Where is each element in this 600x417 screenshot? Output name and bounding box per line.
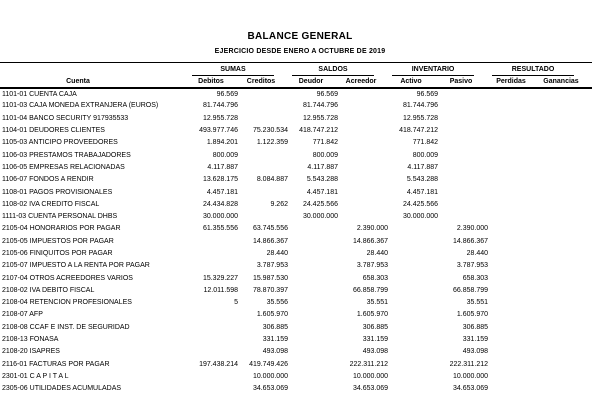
cell-perdidas: [492, 88, 542, 100]
table-row: [0, 186, 592, 198]
table-row: [0, 370, 592, 382]
cell-creditos: 493.098: [262, 348, 288, 356]
table-row: [0, 112, 592, 124]
cell-creditos: 306.885: [262, 323, 288, 331]
cell-acreedor: [342, 149, 392, 161]
cell-deudor: [292, 284, 342, 296]
column-group-sumas: [192, 63, 292, 76]
cell-debitos: 493.977.746: [199, 127, 238, 135]
cell-perdidas: [492, 112, 542, 124]
cell-perdidas: [492, 186, 542, 198]
cell-deudor: [292, 272, 342, 284]
column-header-pasivo: Pasivo: [442, 76, 492, 88]
cell-acreedor: [342, 124, 392, 136]
cell-creditos: 1.605.970: [256, 311, 288, 319]
column-header-deudor: Deudor: [292, 76, 342, 88]
cell-perdidas: [492, 198, 542, 210]
cell-pasivo: 10.000.000: [452, 372, 489, 380]
cell-deudor: [292, 383, 342, 395]
cell-ganancias: [542, 88, 592, 100]
cell-creditos: 34.653.069: [252, 385, 288, 393]
cell-cuenta: 2105-07 IMPUESTO A LA RENTA POR PAGAR: [2, 262, 150, 270]
cell-perdidas: [492, 124, 542, 136]
cell-deudor: 24.425.566: [302, 200, 338, 208]
cell-cuenta: 2108-04 RETENCION PROFESIONALES: [2, 299, 132, 307]
cell-debitos: [192, 235, 242, 247]
cell-ganancias: [542, 321, 592, 333]
cell-acreedor: 2.390.000: [356, 225, 389, 233]
table-row: [0, 272, 592, 284]
table-row: [0, 100, 592, 112]
cell-debitos: 5: [234, 299, 238, 307]
cell-activo: 24.425.566: [402, 200, 439, 208]
cell-activo: [392, 309, 442, 321]
cell-cuenta: 2107-04 OTROS ACREEDORES VARIOS: [2, 274, 133, 282]
cell-deudor: [292, 370, 342, 382]
cell-deudor: 5.543.288: [306, 176, 338, 184]
cell-cuenta: 1111-03 CUENTA PERSONAL DHBS: [2, 213, 118, 221]
cell-perdidas: [492, 235, 542, 247]
table-row: [0, 161, 592, 173]
cell-activo: 4.117.887: [407, 163, 439, 171]
cell-ganancias: [542, 223, 592, 235]
cell-perdidas: [492, 383, 542, 395]
group-spacer-cuenta: [0, 63, 192, 76]
cell-acreedor: [342, 112, 392, 124]
column-header-activo: Activo: [392, 76, 442, 88]
cell-deudor: 418.747.212: [299, 127, 338, 135]
cell-activo: [392, 260, 442, 272]
cell-pasivo: [442, 112, 492, 124]
cell-creditos: 78.870.397: [252, 286, 288, 294]
cell-cuenta: 2105-05 IMPUESTOS POR PAGAR: [2, 237, 114, 245]
cell-cuenta: 2108-07 AFP: [2, 311, 43, 319]
table-row: [0, 235, 592, 247]
table-row: [0, 346, 592, 358]
group-label-sumas: SUMAS: [192, 66, 274, 76]
column-header-row: [0, 76, 592, 88]
cell-cuenta: 1108-01 PAGOS PROVISIONALES: [2, 188, 113, 196]
cell-pasivo: [442, 149, 492, 161]
cell-acreedor: [342, 186, 392, 198]
cell-acreedor: [342, 174, 392, 186]
cell-cuenta: 2108-13 FONASA: [2, 336, 59, 344]
table-row: [0, 198, 592, 210]
cell-pasivo: [442, 124, 492, 136]
cell-activo: 12.955.728: [402, 114, 439, 122]
cell-cuenta: 1106-07 FONDOS A RENDIR: [2, 176, 94, 184]
cell-deudor: [292, 309, 342, 321]
cell-pasivo: 306.885: [462, 323, 489, 331]
column-header-debitos: Debitos: [192, 76, 242, 88]
cell-perdidas: [492, 321, 542, 333]
table-row: [0, 210, 592, 222]
cell-debitos: 24.434.828: [202, 200, 238, 208]
cell-debitos: 1.894.201: [206, 139, 238, 147]
cell-creditos: 9.262: [270, 200, 288, 208]
cell-cuenta: 1101-03 CAJA MONEDA EXTRANJERA (EUROS): [2, 102, 159, 110]
report-title: BALANCE GENERAL: [247, 31, 353, 42]
cell-debitos: 96.569: [216, 90, 238, 98]
cell-perdidas: [492, 333, 542, 345]
cell-deudor: [292, 321, 342, 333]
cell-cuenta: 2108-20 ISAPRES: [2, 348, 60, 356]
cell-activo: 30.000.000: [402, 213, 439, 221]
cell-pasivo: 658.303: [462, 274, 489, 282]
cell-pasivo: [442, 198, 492, 210]
cell-deudor: [292, 223, 342, 235]
cell-activo: [392, 235, 442, 247]
cell-creditos: 75.230.534: [252, 127, 288, 135]
cell-ganancias: [542, 124, 592, 136]
cell-cuenta: 1105-03 ANTICIPO PROVEEDORES: [2, 139, 118, 147]
cell-ganancias: [542, 149, 592, 161]
column-header-acreedor: Acreedor: [342, 76, 392, 88]
cell-perdidas: [492, 358, 542, 370]
cell-deudor: 81.744.796: [302, 102, 338, 110]
cell-pasivo: 14.866.367: [452, 237, 489, 245]
cell-perdidas: [492, 346, 542, 358]
cell-deudor: 800.009: [312, 151, 338, 159]
cell-activo: 5.543.288: [406, 176, 439, 184]
cell-creditos: [242, 100, 292, 112]
cell-deudor: [292, 235, 342, 247]
cell-deudor: [292, 358, 342, 370]
table-row: [0, 223, 592, 235]
column-group-resultado: [492, 63, 592, 76]
cell-creditos: 8.084.887: [256, 176, 288, 184]
cell-ganancias: [542, 198, 592, 210]
group-label-resultado: RESULTADO: [492, 66, 574, 76]
cell-creditos: 10.000.000: [252, 372, 288, 380]
cell-creditos: 63.745.556: [252, 225, 288, 233]
column-header-creditos: Creditos: [242, 76, 292, 88]
cell-creditos: 3.787.953: [256, 262, 288, 270]
cell-creditos: 15.987.530: [252, 274, 288, 282]
cell-activo: 4.457.181: [406, 188, 439, 196]
cell-pasivo: 28.440: [466, 250, 489, 257]
cell-debitos: 81.744.796: [202, 102, 238, 110]
cell-activo: [392, 370, 442, 382]
cell-acreedor: 10.000.000: [352, 372, 389, 380]
cell-deudor: 4.117.887: [307, 163, 338, 171]
cell-activo: 418.747.212: [399, 127, 439, 135]
cell-pasivo: [442, 88, 492, 100]
cell-cuenta: 2105-04 HONORARIOS POR PAGAR: [2, 225, 121, 233]
cell-debitos: 30.000.000: [202, 213, 238, 221]
cell-acreedor: [342, 88, 392, 100]
cell-creditos: [242, 161, 292, 173]
cell-pasivo: 2.390.000: [456, 225, 489, 233]
table-row: [0, 88, 592, 100]
cell-deudor: [292, 297, 342, 309]
cell-perdidas: [492, 223, 542, 235]
cell-ganancias: [542, 284, 592, 296]
cell-cuenta: 2105-06 FINIQUITOS POR PAGAR: [2, 250, 113, 257]
cell-cuenta: 1101-01 CUENTA CAJA: [2, 90, 77, 98]
cell-pasivo: 222.311.212: [449, 360, 489, 368]
cell-activo: [392, 297, 442, 309]
cell-activo: 771.842: [412, 139, 439, 147]
cell-creditos: [242, 149, 292, 161]
column-group-inventario: [392, 63, 492, 76]
cell-creditos: 1.122.359: [256, 139, 288, 147]
cell-perdidas: [492, 309, 542, 321]
cell-cuenta: 2305-06 UTILIDADES ACUMULADAS: [2, 385, 122, 393]
cell-ganancias: [542, 383, 592, 395]
cell-deudor: [292, 260, 342, 272]
table-body: [0, 88, 592, 395]
cell-ganancias: [542, 358, 592, 370]
cell-cuenta: 1104-01 DEUDORES CLIENTES: [2, 127, 105, 135]
cell-pasivo: 3.787.953: [456, 262, 489, 270]
cell-pasivo: [442, 100, 492, 112]
cell-acreedor: [342, 210, 392, 222]
table-row: [0, 149, 592, 161]
cell-activo: [392, 383, 442, 395]
cell-debitos: [192, 333, 242, 345]
cell-perdidas: [492, 370, 542, 382]
cell-ganancias: [542, 260, 592, 272]
report-subtitle: EJERCICIO DESDE ENERO A OCTUBRE DE 2019: [214, 48, 386, 55]
cell-pasivo: [442, 210, 492, 222]
cell-cuenta: 1108-02 IVA CREDITO FISCAL: [2, 200, 100, 208]
cell-pasivo: [442, 186, 492, 198]
cell-cuenta: 1101-04 BANCO SECURITY 917935533: [2, 114, 129, 122]
cell-activo: [392, 272, 442, 284]
cell-ganancias: [542, 235, 592, 247]
cell-pasivo: 34.653.069: [452, 385, 489, 393]
table-row: [0, 383, 592, 395]
cell-creditos: [242, 210, 292, 222]
table-row: [0, 321, 592, 333]
cell-perdidas: [492, 210, 542, 222]
table-row: [0, 174, 592, 186]
cell-cuenta: 2108-02 IVA DEBITO FISCAL: [2, 286, 95, 294]
cell-perdidas: [492, 272, 542, 284]
cell-pasivo: [442, 137, 492, 149]
cell-activo: 800.009: [412, 151, 439, 159]
cell-pasivo: [442, 161, 492, 173]
cell-debitos: [192, 260, 242, 272]
cell-acreedor: 493.098: [362, 348, 389, 356]
cell-activo: [392, 284, 442, 296]
cell-deudor: 12.955.728: [302, 114, 338, 122]
cell-acreedor: 66.858.799: [352, 286, 389, 294]
cell-pasivo: 35.551: [466, 299, 489, 307]
cell-pasivo: 1.605.970: [456, 311, 489, 319]
cell-creditos: 331.159: [262, 336, 288, 344]
cell-creditos: [242, 88, 292, 100]
cell-activo: 81.744.796: [402, 102, 439, 110]
cell-deudor: [292, 333, 342, 345]
cell-deudor: 96.569: [316, 90, 338, 98]
column-header-perdidas: Perdidas: [492, 76, 542, 88]
cell-creditos: [242, 186, 292, 198]
cell-debitos: 197.438.214: [199, 360, 238, 368]
cell-ganancias: [542, 174, 592, 186]
cell-acreedor: [342, 161, 392, 173]
cell-perdidas: [492, 284, 542, 296]
cell-cuenta: 2116-01 FACTURAS POR PAGAR: [2, 360, 110, 368]
cell-acreedor: [342, 198, 392, 210]
cell-activo: [392, 346, 442, 358]
cell-ganancias: [542, 186, 592, 198]
column-header-cuenta: Cuenta: [0, 76, 192, 88]
cell-activo: [392, 223, 442, 235]
cell-deudor: [292, 346, 342, 358]
cell-debitos: [192, 247, 242, 259]
cell-acreedor: 34.653.069: [352, 385, 389, 393]
cell-debitos: [192, 370, 242, 382]
cell-perdidas: [492, 137, 542, 149]
table-row: [0, 247, 592, 259]
column-header-ganancias: Ganancias: [542, 76, 592, 88]
balance-table: [0, 62, 592, 395]
cell-debitos: [192, 383, 242, 395]
cell-deudor: [292, 247, 342, 259]
cell-acreedor: 306.885: [362, 323, 389, 331]
group-label-saldos: SALDOS: [292, 66, 374, 76]
cell-perdidas: [492, 149, 542, 161]
cell-debitos: [192, 346, 242, 358]
cell-ganancias: [542, 346, 592, 358]
cell-pasivo: 331.159: [462, 336, 489, 344]
table-row: [0, 358, 592, 370]
cell-cuenta: 1106-03 PRESTAMOS TRABAJADORES: [2, 151, 131, 159]
cell-pasivo: 66.858.799: [452, 286, 489, 294]
cell-creditos: 419.749.426: [249, 360, 288, 368]
cell-deudor: 30.000.000: [302, 213, 338, 221]
cell-acreedor: [342, 137, 392, 149]
cell-perdidas: [492, 161, 542, 173]
cell-ganancias: [542, 100, 592, 112]
column-group-row: [0, 63, 592, 76]
cell-pasivo: [442, 174, 492, 186]
cell-pasivo: 493.098: [462, 348, 489, 356]
cell-acreedor: 331.159: [362, 336, 389, 344]
cell-acreedor: 14.866.367: [352, 237, 389, 245]
cell-ganancias: [542, 333, 592, 345]
cell-acreedor: 3.787.953: [356, 262, 389, 270]
table-row: [0, 124, 592, 136]
cell-debitos: 15.329.227: [202, 274, 238, 282]
cell-debitos: 12.011.598: [203, 286, 238, 294]
cell-ganancias: [542, 272, 592, 284]
cell-debitos: 12.955.728: [202, 114, 238, 122]
table-row: [0, 284, 592, 296]
table-row: [0, 333, 592, 345]
cell-acreedor: [342, 100, 392, 112]
cell-perdidas: [492, 174, 542, 186]
cell-creditos: 35.556: [266, 299, 288, 307]
cell-activo: 96.569: [416, 90, 439, 98]
cell-ganancias: [542, 309, 592, 321]
cell-acreedor: 28.440: [366, 250, 389, 257]
cell-acreedor: 658.303: [362, 274, 389, 282]
cell-perdidas: [492, 100, 542, 112]
cell-cuenta: 2301-01 C A P I T A L: [2, 372, 69, 380]
cell-debitos: 800.009: [212, 151, 238, 159]
cell-acreedor: 222.311.212: [349, 360, 389, 368]
cell-perdidas: [492, 260, 542, 272]
cell-creditos: 14.866.367: [252, 237, 288, 245]
cell-cuenta: 2108-08 CCAF E INST. DE SEGURIDAD: [2, 323, 130, 331]
cell-perdidas: [492, 297, 542, 309]
cell-ganancias: [542, 247, 592, 259]
cell-activo: [392, 358, 442, 370]
cell-debitos: 4.457.181: [206, 188, 238, 196]
cell-creditos: 28.440: [266, 250, 288, 257]
cell-debitos: [192, 321, 242, 333]
cell-ganancias: [542, 137, 592, 149]
cell-cuenta: 1106-05 EMPRESAS RELACIONADAS: [2, 163, 125, 171]
cell-debitos: 13.628.175: [202, 176, 238, 184]
cell-activo: [392, 247, 442, 259]
cell-acreedor: 1.605.970: [356, 311, 389, 319]
table-row: [0, 309, 592, 321]
cell-ganancias: [542, 370, 592, 382]
cell-ganancias: [542, 161, 592, 173]
cell-deudor: 4.457.181: [306, 188, 338, 196]
cell-activo: [392, 333, 442, 345]
cell-ganancias: [542, 210, 592, 222]
cell-debitos: [192, 309, 242, 321]
table-row: [0, 260, 592, 272]
cell-debitos: 4.117.887: [207, 163, 238, 171]
cell-perdidas: [492, 247, 542, 259]
table-row: [0, 297, 592, 309]
column-group-saldos: [292, 63, 392, 76]
cell-activo: [392, 321, 442, 333]
cell-debitos: 61.355.556: [202, 225, 238, 233]
cell-acreedor: 35.551: [366, 299, 389, 307]
group-label-inventario: INVENTARIO: [392, 66, 474, 76]
cell-ganancias: [542, 112, 592, 124]
cell-creditos: [242, 112, 292, 124]
cell-deudor: 771.842: [312, 139, 338, 147]
cell-ganancias: [542, 297, 592, 309]
table-row: [0, 137, 592, 149]
